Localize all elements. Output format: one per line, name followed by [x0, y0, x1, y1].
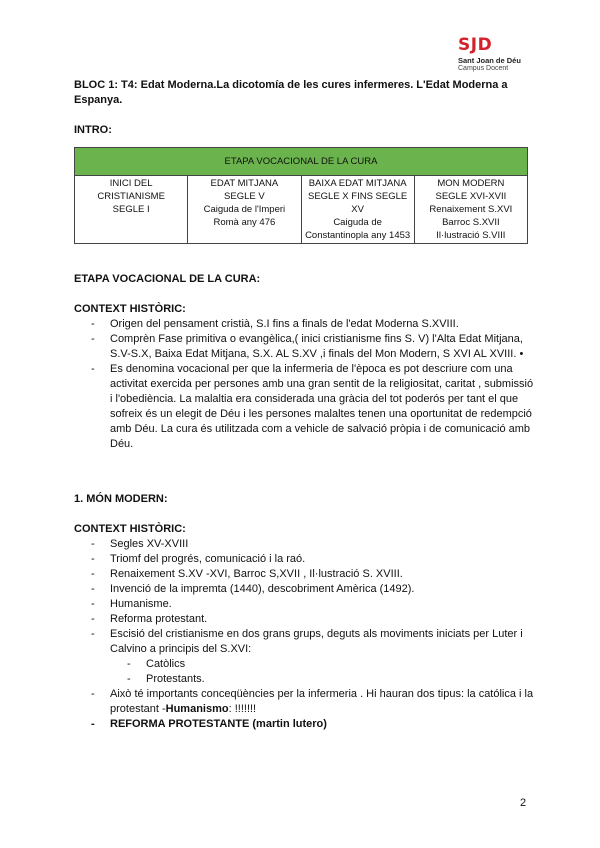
- logo-subtitle: Campus Docent: [458, 65, 509, 72]
- list-item: - Segles XV-XVIII: [74, 537, 534, 552]
- list-item: - Es denomina vocacional per que la infermeria de l'època es pot descriure com una activitat exercida per persones amb una gran sentit de la religiositat, caritat , submissió i l'obediència. La malaltia era considerada una gràcia del tot poderós per tant el que sofreix és un elegit de Déu i les persones malaltes tenen una oportunitat de redempció amb Déu. La cura és utilitzada com a vehicle de salvació pròpia i de comunicació amb Déu.: [74, 362, 534, 452]
- table-col-mon-modern: [414, 176, 527, 244]
- col-line: Caiguda de l'Imperi Romà any 476: [203, 204, 286, 228]
- section-etapa-vocacional: [74, 272, 534, 452]
- col-line: Renaixement S.XVI: [429, 204, 513, 215]
- sublist: [110, 657, 534, 687]
- col-head: INICI DEL CRISTIANISME: [97, 178, 165, 202]
- intro-label: INTRO:: [74, 124, 112, 136]
- col-line: Caiguda de Constantinopla any 1453: [305, 217, 411, 241]
- cure-stages-table: [74, 147, 528, 244]
- table-banner: ETAPA VOCACIONAL DE LA CURA: [75, 148, 528, 176]
- document-title: BLOC 1: T4: Edat Moderna.La dicotomía de les cures infermeres. L'Edat Moderna a Espanya.: [74, 79, 508, 106]
- document-body: [74, 78, 534, 732]
- col-head: EDAT MITJANA: [210, 178, 279, 189]
- list-item: - Origen del pensament cristià, S.I fins a finals de l'edat Moderna S.XVIII.: [74, 317, 534, 332]
- col-line: SEGLE I: [112, 204, 150, 215]
- table-col-cristianisme: [75, 176, 188, 244]
- context-list: [74, 317, 534, 452]
- list-item-text: Escisió del cristianisme en dos grans grups, deguts als moviments iniciats per Luter i Calvino a principis del S.XVI:: [110, 628, 523, 655]
- section-mon-modern: [74, 492, 534, 732]
- col-head: BAIXA EDAT MITJANA: [308, 178, 407, 189]
- list-item-suffix: : !!!!!!!: [228, 703, 257, 715]
- logo-mark: SJD: [458, 35, 493, 55]
- col-line: Barroc S.XVII: [442, 217, 500, 228]
- col-line: SEGLE V: [224, 191, 265, 202]
- humanismo-emphasis: Humanismo: [165, 703, 229, 715]
- sjd-logo: [458, 36, 548, 73]
- context-label: CONTEXT HISTÒRIC:: [74, 523, 186, 535]
- section-title: ETAPA VOCACIONAL DE LA CURA:: [74, 273, 261, 285]
- list-item: [74, 687, 534, 717]
- table-col-baixa-edat-mitjana: [301, 176, 414, 244]
- list-item: - Renaixement S.XV -XVI, Barroc S,XVII , Il·lustració S. XVIII.: [74, 567, 534, 582]
- col-line: Il·lustració S.VIII: [436, 230, 506, 241]
- list-item: [74, 627, 534, 687]
- list-item: - Reforma protestant.: [74, 612, 534, 627]
- col-head: MON MODERN: [437, 178, 505, 189]
- list-item: - Humanisme.: [74, 597, 534, 612]
- context-list: [74, 537, 534, 732]
- col-line: SEGLE XVI-XVII: [435, 191, 507, 202]
- context-label: CONTEXT HISTÒRIC:: [74, 303, 186, 315]
- list-item: - Comprèn Fase primitiva o evangèlica,( inici cristianisme fins S. V) l'Alta Edat Mitjana, S.V-S.X, Baixa Edat Mitjana, S.X. AL S.XV ,i finals del Mon Modern, S XVI AL XVIII. •: [74, 332, 534, 362]
- page-number: 2: [520, 797, 527, 809]
- list-item-text: Això té importants conceqüències per la infermeria . Hi hauran dos tipus: la católica i la protestant -: [110, 688, 534, 715]
- list-item: - REFORMA PROTESTANTE (martin lutero): [74, 717, 534, 732]
- sublist-item: - Protestants.: [110, 672, 534, 687]
- list-item: - Triomf del progrés, comunicació i la raó.: [74, 552, 534, 567]
- col-line: SEGLE X FINS SEGLE XV: [307, 191, 408, 215]
- logo-name: Sant Joan de Déu: [458, 56, 521, 65]
- sublist-item: - Catòlics: [110, 657, 534, 672]
- list-item: - Invenció de la impremta (1440), descobriment Amèrica (1492).: [74, 582, 534, 597]
- table-col-edat-mitjana: [188, 176, 301, 244]
- section-title: 1. MÓN MODERN:: [74, 493, 168, 505]
